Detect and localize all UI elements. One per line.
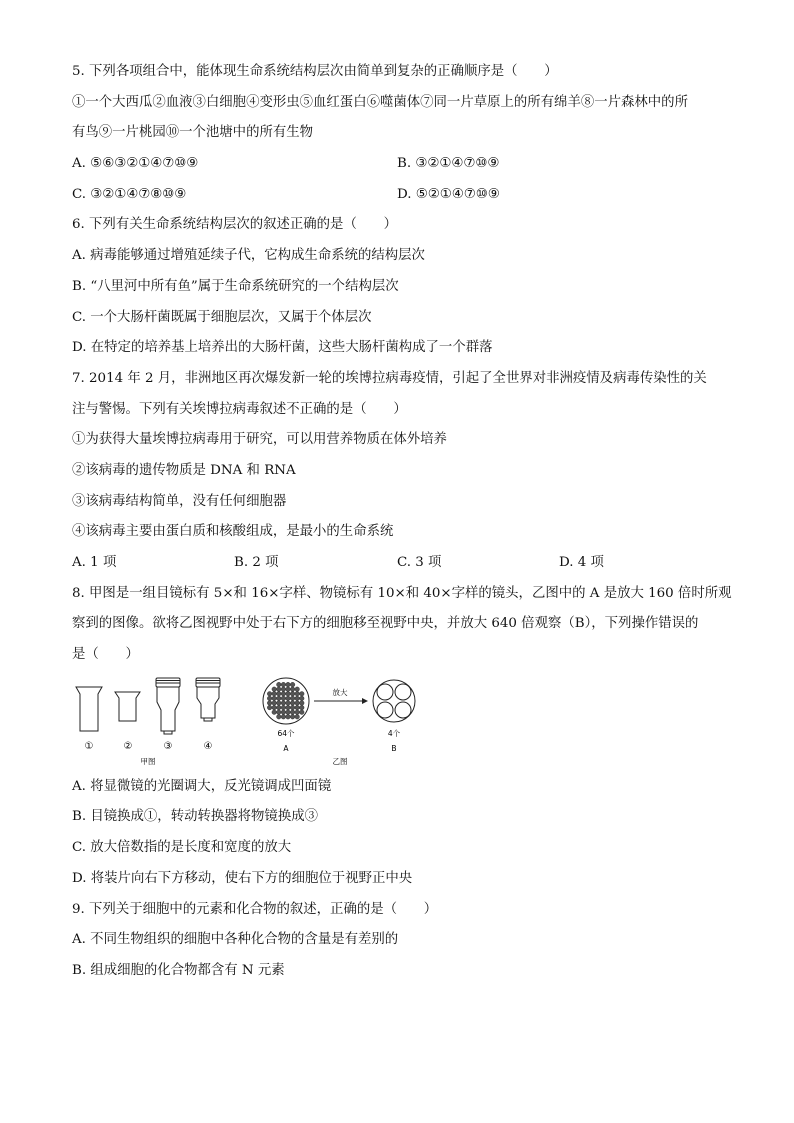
cell-a bbox=[295, 705, 300, 710]
cell-a bbox=[267, 691, 272, 696]
arrow-label: 放大 bbox=[332, 687, 348, 697]
q6-option-c[interactable]: C. 一个大肠杆菌既属于细胞层次，又属于个体层次 bbox=[72, 309, 372, 325]
cell-a bbox=[267, 700, 272, 705]
lens-label-1: ① bbox=[84, 740, 94, 752]
cell-a bbox=[281, 682, 286, 687]
cell-a bbox=[277, 700, 282, 705]
lens-4-objective-short bbox=[196, 678, 220, 721]
cell-a bbox=[281, 710, 286, 715]
cell-a bbox=[286, 710, 291, 715]
cell-a bbox=[295, 700, 300, 705]
cell-a bbox=[281, 700, 286, 705]
cell-a bbox=[277, 714, 282, 719]
caption-jia: 甲图 bbox=[140, 756, 156, 766]
cell-a bbox=[277, 705, 282, 710]
cell-a bbox=[277, 710, 282, 715]
q7-statement-4: ④该病毒主要由蛋白质和核酸组成，是最小的生命系统 bbox=[72, 524, 394, 540]
cell-a bbox=[281, 714, 286, 719]
cell-a bbox=[290, 710, 295, 715]
cell-a bbox=[295, 691, 300, 696]
cell-a bbox=[290, 705, 295, 710]
q5-stem: 5. 下列各项组合中，能体现生命系统结构层次由简单到复杂的正确顺序是（ ） bbox=[72, 64, 558, 79]
q7-statement-1: ①为获得大量埃博拉病毒用于研究，可以用营养物质在体外培养 bbox=[72, 432, 447, 448]
lens-3-objective-long bbox=[156, 678, 180, 734]
q9-option-b[interactable]: B. 组成细胞的化合物都含有 N 元素 bbox=[72, 962, 285, 978]
q6-option-a[interactable]: A. 病毒能够通过增殖延续子代，它构成生命系统的结构层次 bbox=[72, 248, 425, 264]
lens-label-4: ④ bbox=[203, 740, 213, 752]
q7-option-d[interactable]: D. 4 项 bbox=[559, 555, 604, 570]
q8-option-d[interactable]: D. 将装片向右下方移动，使右下方的细胞位于视野正中央 bbox=[72, 870, 413, 886]
q7-option-b[interactable]: B. 2 项 bbox=[234, 555, 279, 570]
cell-a bbox=[272, 696, 277, 701]
cell-a bbox=[290, 696, 295, 701]
q7-statement-2: ②该病毒的遗传物质是 DNA 和 RNA bbox=[72, 462, 296, 478]
cell-b-1 bbox=[377, 684, 393, 700]
cell-a bbox=[272, 691, 277, 696]
cell-a bbox=[281, 687, 286, 692]
q7-options-row bbox=[72, 553, 732, 573]
q7-option-c[interactable]: C. 3 项 bbox=[397, 555, 442, 570]
q6-option-b[interactable]: B. “八里河中所有鱼”属于生命系统研究的一个结构层次 bbox=[72, 278, 399, 294]
q5-options-row-1 bbox=[72, 154, 732, 174]
cell-a bbox=[281, 696, 286, 701]
cell-a bbox=[277, 696, 282, 701]
q8-option-c[interactable]: C. 放大倍数指的是长度和宽度的放大 bbox=[72, 840, 292, 856]
cell-a bbox=[300, 700, 305, 705]
cell-a bbox=[290, 700, 295, 705]
q5-option-a[interactable]: A. ⑤⑥③②①④⑦⑩⑨ bbox=[72, 156, 199, 172]
cell-a bbox=[281, 705, 286, 710]
q5-option-d[interactable]: D. ⑤②①④⑦⑩⑨ bbox=[397, 186, 500, 202]
cell-a bbox=[272, 710, 277, 715]
q8-stem-line-2: 察到的图像。欲将乙图视野中处于右下方的细胞移至视野中央，并放大 640 倍观察（B），下列操作错误的 bbox=[72, 616, 699, 632]
cell-a bbox=[272, 700, 277, 705]
cell-a bbox=[290, 714, 295, 719]
count-a: 64个 bbox=[277, 728, 295, 738]
cell-b-2 bbox=[395, 684, 411, 700]
cell-a bbox=[286, 700, 291, 705]
q5-option-c[interactable]: C. ③②①④⑦⑧⑩⑨ bbox=[72, 186, 187, 202]
label-a: A bbox=[283, 743, 289, 753]
cell-a bbox=[290, 687, 295, 692]
cell-a bbox=[295, 687, 300, 692]
lens-label-3: ③ bbox=[163, 740, 173, 752]
lens-2-eyepiece-short bbox=[115, 692, 140, 721]
cell-a bbox=[295, 710, 300, 715]
cell-a bbox=[300, 710, 305, 715]
cell-a bbox=[286, 682, 291, 687]
q8-option-a[interactable]: A. 将显微镜的光圈调大，反光镜调成凹面镜 bbox=[72, 778, 332, 794]
cell-a bbox=[267, 696, 272, 701]
microscope-figure bbox=[72, 676, 432, 768]
cell-a bbox=[286, 691, 291, 696]
q5-option-b[interactable]: B. ③②①④⑦⑩⑨ bbox=[397, 156, 500, 172]
cell-a bbox=[286, 687, 291, 692]
cell-a bbox=[277, 691, 282, 696]
q7-option-a[interactable]: A. 1 项 bbox=[72, 555, 117, 570]
cell-b-3 bbox=[377, 702, 393, 718]
cell-a bbox=[267, 705, 272, 710]
lens-label-2: ② bbox=[123, 740, 133, 752]
cell-b-4 bbox=[395, 702, 411, 718]
q8-stem-line-3: 是（ ） bbox=[72, 647, 139, 663]
q5-options-row-2 bbox=[72, 185, 732, 205]
cell-a bbox=[272, 687, 277, 692]
exam-page bbox=[72, 62, 732, 992]
label-b: B bbox=[391, 743, 397, 753]
cell-a bbox=[272, 705, 277, 710]
q6-stem: 6. 下列有关生命系统结构层次的叙述正确的是（ ） bbox=[72, 217, 398, 233]
cell-a bbox=[300, 705, 305, 710]
cell-a bbox=[295, 714, 300, 719]
q6-option-d[interactable]: D. 在特定的培养基上培养出的大肠杆菌，这些大肠杆菌构成了一个群落 bbox=[72, 340, 493, 356]
q7-stem-line-1: 7. 2014 年 2 月，非洲地区再次爆发新一轮的埃博拉病毒疫情，引起了全世界对非洲疫情及病毒传染性的关 bbox=[72, 370, 707, 386]
cell-a bbox=[286, 696, 291, 701]
q7-statement-3: ③该病毒结构简单，没有任何细胞器 bbox=[72, 493, 287, 509]
cell-a bbox=[300, 691, 305, 696]
cell-a bbox=[286, 705, 291, 710]
q5-items-line-2: 有鸟⑨一片桃园⑩一个池塘中的所有生物 bbox=[72, 125, 314, 141]
cell-a bbox=[290, 682, 295, 687]
cell-a bbox=[300, 696, 305, 701]
cell-a bbox=[295, 696, 300, 701]
cell-a bbox=[290, 691, 295, 696]
q5-items-line-1: ①一个大西瓜②血液③白细胞④变形虫⑤血红蛋白⑥噬菌体⑦同一片草原上的所有绵羊⑧一片森林中的所 bbox=[72, 94, 688, 110]
cell-a bbox=[281, 691, 286, 696]
magnify-arrowhead bbox=[362, 698, 368, 704]
count-b: 4个 bbox=[387, 728, 401, 738]
q9-option-a[interactable]: A. 不同生物组织的细胞中各种化合物的含量是有差别的 bbox=[72, 932, 399, 948]
q7-stem-line-2: 注与警惕。下列有关埃博拉病毒叙述不正确的是（ ） bbox=[72, 401, 407, 417]
q8-option-b[interactable]: B. 目镜换成①，转动转换器将物镜换成③ bbox=[72, 809, 318, 825]
q8-stem-line-1: 8. 甲图是一组目镜标有 5×和 16×字样、物镜标有 10×和 40×字样的镜头，乙图中的 A 是放大 160 倍时所观 bbox=[72, 585, 732, 601]
lens-1-eyepiece-long bbox=[76, 687, 102, 731]
cell-a bbox=[277, 682, 282, 687]
caption-yi: 乙图 bbox=[332, 756, 348, 766]
cell-a bbox=[277, 687, 282, 692]
q9-stem: 9. 下列关于细胞中的元素和化合物的叙述，正确的是（ ） bbox=[72, 901, 438, 917]
cell-a bbox=[286, 714, 291, 719]
